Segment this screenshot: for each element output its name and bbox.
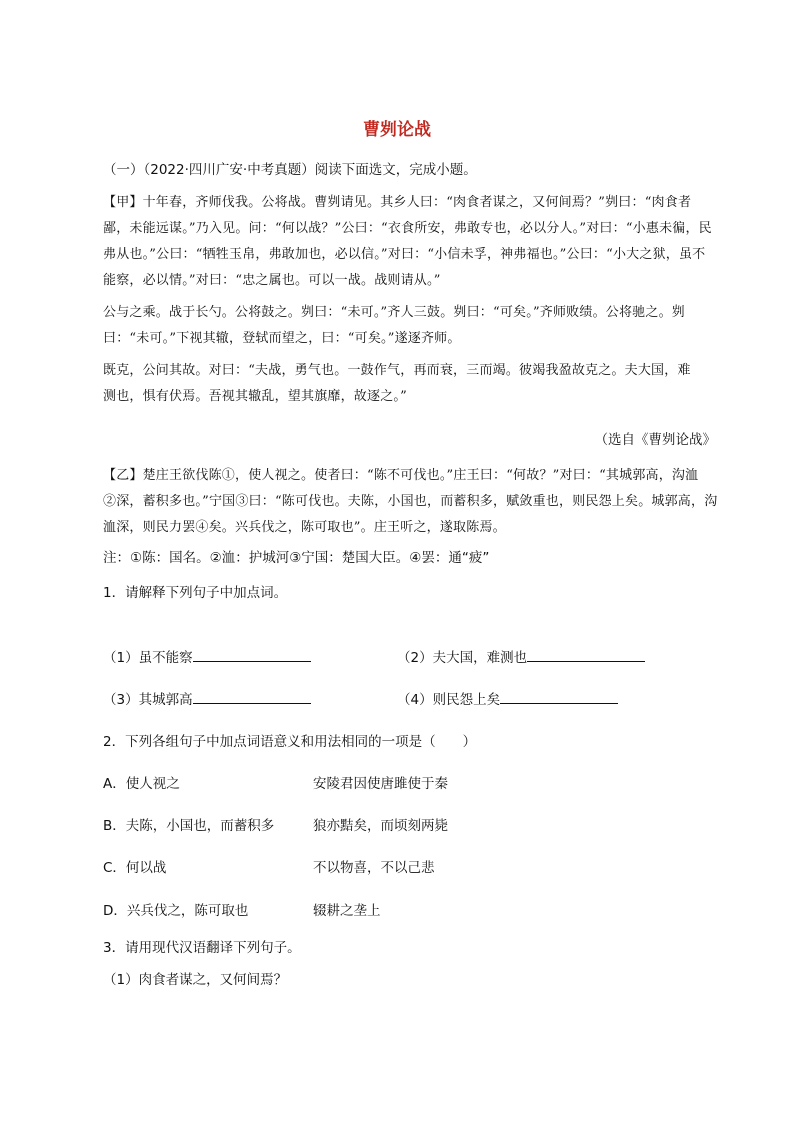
- passage-yi-line: 洫深，则民力罢④矣。兴兵伐之，陈可取也”。庄王听之，遂取陈焉。: [103, 520, 506, 535]
- q2-option-a-pair: 安陵君因使唐雎使于秦: [313, 776, 448, 792]
- answer-blank[interactable]: [500, 688, 618, 704]
- passage-jia-line: 既克，公问其故。对曰：“夫战，勇气也。一鼓作气，再而衰，三而竭。彼竭我盈故克之。夫大国，难: [103, 363, 691, 378]
- passage-jia-line: 能察，必以情。”对曰：“忠之属也。可以一战。战则请从。”: [103, 273, 441, 288]
- question-2-stem: 2．下列各组句子中加点词语意义和用法相同的一项是（ ）: [103, 734, 477, 750]
- q1-item-text: （1）虽不能察: [103, 650, 193, 666]
- passage-yi-line: ②深，蓄积多也。”宁国③曰：“陈可伐也。夫陈，小国也，而蓄积多，赋敛重也，则民怨上矣。城郭高，沟: [103, 494, 718, 509]
- q1-item: [103, 688, 311, 710]
- q1-item-text: （2）夫大国，难测也: [397, 650, 528, 666]
- q1-item: [103, 646, 311, 668]
- q2-option-d[interactable]: D．兴兵伐之，陈可取也: [103, 903, 249, 919]
- answer-blank[interactable]: [193, 688, 311, 704]
- q2-option-a[interactable]: A．使人视之: [103, 776, 180, 792]
- passage-jia-line: 曰：“未可。”下视其辙，登轼而望之，曰：“可矣。”遂逐齐师。: [103, 331, 461, 346]
- annotation-note: 注：①陈：国名。②洫：护城河③宁国：楚国大臣。④罢：通“疲”: [103, 550, 490, 566]
- answer-blank[interactable]: [193, 646, 311, 662]
- q1-item: [397, 646, 645, 668]
- q3-item: （1）肉食者谋之，又何间焉？: [103, 972, 288, 988]
- q2-option-c[interactable]: C．何以战: [103, 860, 167, 876]
- answer-blank[interactable]: [527, 646, 645, 662]
- q2-option-c-pair: 不以物喜，不以己悲: [313, 860, 435, 876]
- q2-option-d-pair: 辍耕之垄上: [313, 903, 381, 919]
- source-citation: （选自《曹刿论战》: [594, 432, 716, 448]
- question-1-stem: 1．请解释下列句子中加点词。: [103, 585, 288, 601]
- passage-jia-line: 公与之乘。战于长勺。公将鼓之。刿曰：“未可。”齐人三鼓。刿曰：“可矣。”齐师败绩。公将驰之。刿: [103, 305, 685, 320]
- q1-item-text: （4）则民怨上矣: [397, 692, 501, 708]
- q1-item-text: （3）其城郭高: [103, 692, 193, 708]
- question-3-stem: 3．请用现代汉语翻译下列句子。: [103, 940, 301, 956]
- q2-option-b-pair: 狼亦黠矣，而顷刻两毙: [313, 818, 448, 834]
- passage-jia-line: 弗从也。”公曰：“牺牲玉帛，弗敢加也，必以信。”对曰：“小信未孚，神弗福也。”公曰：“小大之狱，虽不: [103, 247, 706, 262]
- q2-option-b[interactable]: B．夫陈，小国也，而蓄积多: [103, 818, 275, 834]
- passage-jia-line: 测也，惧有伏焉。吾视其辙乱，望其旗靡，故逐之。”: [103, 389, 407, 404]
- q1-item: [397, 688, 618, 710]
- section-intro: （一）（2022·四川广安·中考真题）阅读下面选文，完成小题。: [103, 162, 477, 178]
- passage-jia-line: 【甲】十年春，齐师伐我。公将战。曹刿请见。其乡人曰：“肉食者谋之，又何间焉？”刿曰：“肉食者: [103, 195, 692, 210]
- passage-jia-line: 鄙，未能远谋。”乃入见。问：“何以战？”公曰：“衣食所安，弗敢专也，必以分人。”对曰：“小惠未徧，民: [103, 221, 712, 236]
- passage-yi-line: 【乙】楚庄王欲伐陈①，使人视之。使者曰：“陈不可伐也。”庄王曰：“何故？”对曰：“其城郭高，沟洫: [103, 468, 699, 483]
- page-title: 曹刿论战: [363, 120, 431, 140]
